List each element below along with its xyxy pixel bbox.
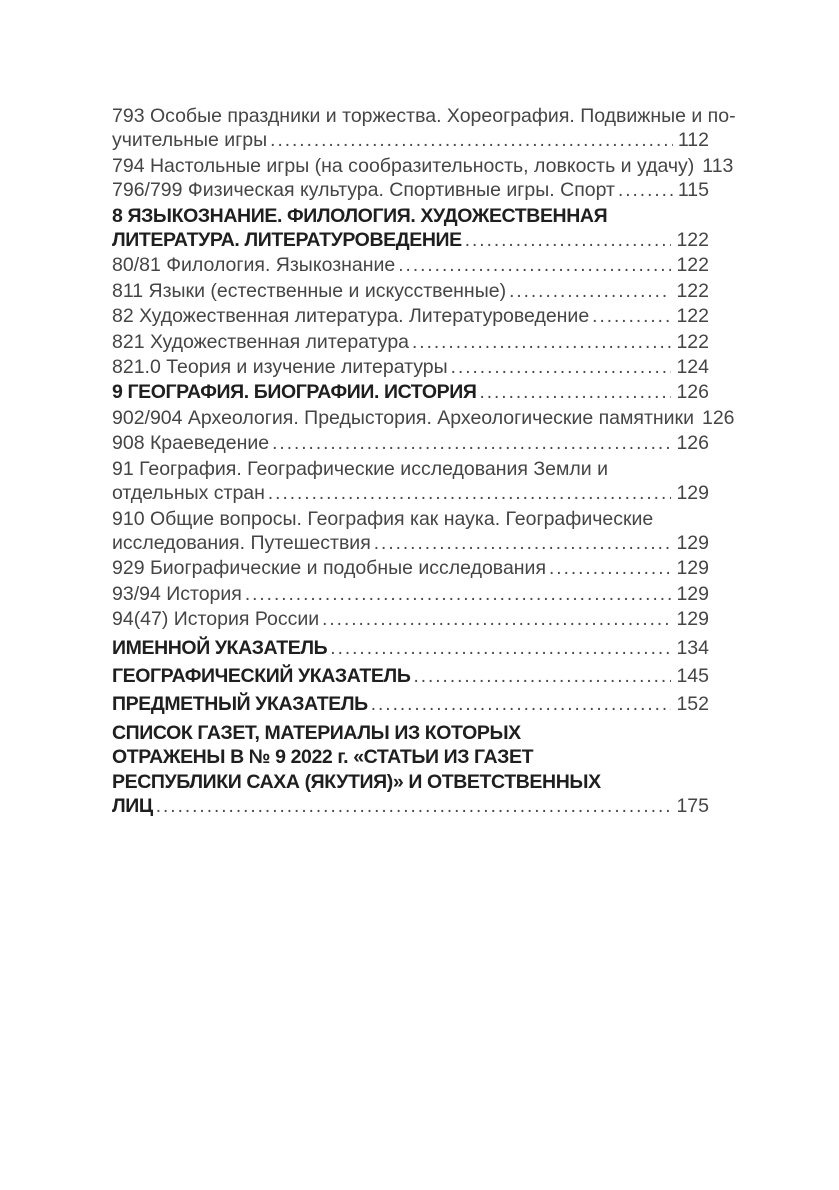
toc-leader-dots bbox=[156, 794, 672, 819]
toc-row bbox=[112, 664, 709, 689]
toc-page-number: 126 bbox=[676, 432, 709, 455]
toc-row bbox=[112, 178, 709, 203]
toc-page-number: 152 bbox=[676, 693, 709, 716]
toc-leader-dots bbox=[268, 481, 672, 506]
toc-page-number: 175 bbox=[676, 794, 709, 817]
toc-entry-text: ИМЕННОЙ УКАЗАТЕЛЬ bbox=[112, 636, 328, 659]
toc-row bbox=[112, 204, 709, 228]
toc-leader-dots bbox=[592, 304, 671, 329]
toc-row bbox=[112, 253, 709, 278]
toc-leader-dots bbox=[398, 253, 671, 278]
toc-leader-dots bbox=[509, 279, 671, 304]
toc-page-number: 134 bbox=[676, 636, 709, 659]
toc-row bbox=[112, 607, 709, 632]
toc-row bbox=[112, 228, 709, 253]
toc-row bbox=[112, 154, 734, 178]
toc-row bbox=[112, 128, 709, 153]
toc-page-number: 112 bbox=[677, 129, 709, 152]
toc-page-number: 122 bbox=[676, 254, 709, 277]
toc-entry-text: ОТРАЖЕНЫ В № 9 2022 г. «СТАТЬИ ИЗ ГАЗЕТ bbox=[112, 746, 534, 769]
toc-leader-dots bbox=[451, 355, 672, 380]
toc-page-number: 115 bbox=[677, 179, 709, 202]
toc-row bbox=[112, 556, 709, 581]
toc-entry-text: 91 География. Географические исследования Земли и bbox=[112, 457, 608, 480]
toc-entry-text: 82 Художественная литература. Литературоведение bbox=[112, 305, 590, 328]
toc-leader-dots bbox=[330, 636, 671, 661]
toc-row bbox=[112, 770, 709, 794]
toc-leader-dots bbox=[245, 582, 672, 607]
toc-entry-text: 908 Краеведение bbox=[112, 432, 270, 455]
toc-entry-text: 8 ЯЗЫКОЗНАНИЕ. ФИЛОЛОГИЯ. ХУДОЖЕСТВЕННАЯ bbox=[112, 204, 608, 227]
toc-leader-dots bbox=[322, 607, 671, 632]
toc-row bbox=[112, 457, 709, 481]
toc-entry-text: 80/81 Филология. Языкознание bbox=[112, 254, 396, 277]
toc-row bbox=[112, 531, 709, 556]
toc-entry-text: 793 Особые праздники и торжества. Хореография. Подвижные и по- bbox=[112, 105, 736, 127]
toc-page-number: 122 bbox=[676, 229, 709, 252]
toc-row bbox=[112, 406, 735, 431]
toc-row bbox=[112, 431, 709, 456]
toc-leader-dots bbox=[618, 178, 673, 203]
toc-entry-text: ГЕОГРАФИЧЕСКИЙ УКАЗАТЕЛЬ bbox=[112, 664, 411, 687]
toc-leader-dots bbox=[549, 556, 671, 581]
toc-page-number: 145 bbox=[676, 664, 709, 687]
toc-leader-dots bbox=[272, 431, 671, 456]
toc-entry-text: ЛИТЕРАТУРА. ЛИТЕРАТУРОВЕДЕНИЕ bbox=[112, 229, 462, 252]
toc-entry-text: ЛИЦ bbox=[112, 794, 153, 817]
toc-row bbox=[112, 104, 736, 128]
toc-leader-dots bbox=[465, 228, 672, 253]
toc-entry-text: 9 ГЕОГРАФИЯ. БИОГРАФИИ. ИСТОРИЯ bbox=[112, 381, 477, 404]
toc-leader-dots bbox=[413, 664, 671, 689]
toc-entry-text: РЕСПУБЛИКИ САХА (ЯКУТИЯ)» И ОТВЕТСТВЕННЫХ bbox=[112, 770, 601, 793]
toc-page-number: 129 bbox=[676, 531, 709, 554]
toc-page-number: 129 bbox=[676, 582, 709, 605]
toc-entry-text: 794 Настольные игры (на сообразительность, ловкость и удачу) bbox=[112, 154, 695, 177]
toc-leader-dots bbox=[371, 692, 672, 717]
toc-page-number: 122 bbox=[676, 279, 709, 302]
toc-row bbox=[112, 692, 709, 717]
toc-page-number: 129 bbox=[676, 482, 709, 505]
toc-entry-text: 821.0 Теория и изучение литературы bbox=[112, 356, 448, 379]
toc-page-number: 129 bbox=[676, 608, 709, 631]
toc-row bbox=[112, 304, 709, 329]
toc-page-number: 122 bbox=[676, 330, 709, 353]
toc-entry-text: 902/904 Археология. Предыстория. Археологические памятники bbox=[112, 406, 694, 429]
toc-leader-dots bbox=[374, 531, 672, 556]
toc-row bbox=[112, 380, 709, 405]
toc-page-number: 124 bbox=[676, 356, 709, 379]
toc-entry-text: 910 Общие вопросы. География как наука. Географические bbox=[112, 507, 654, 530]
toc-entry-text: СПИСОК ГАЗЕТ, МАТЕРИАЛЫ ИЗ КОТОРЫХ bbox=[112, 721, 521, 744]
toc-entry-text: 929 Биографические и подобные исследования bbox=[112, 557, 547, 580]
toc-entry-text: 821 Художественная литература bbox=[112, 330, 410, 353]
toc-row bbox=[112, 636, 709, 661]
toc-page-number: 126 bbox=[701, 406, 735, 429]
toc-entry-text: 811 Языки (естественные и искусственные) bbox=[112, 279, 507, 302]
toc-page-number: 122 bbox=[676, 305, 709, 328]
toc-row bbox=[112, 794, 709, 819]
toc-row bbox=[112, 481, 709, 506]
toc-leader-dots bbox=[412, 330, 671, 355]
toc-page-number: 113 bbox=[702, 154, 734, 177]
toc-row bbox=[112, 721, 709, 745]
toc-list bbox=[112, 104, 736, 819]
toc-row bbox=[112, 355, 709, 380]
toc-row bbox=[112, 279, 709, 304]
toc-leader-dots bbox=[479, 380, 671, 405]
toc-entry-text: 94(47) История России bbox=[112, 608, 320, 631]
toc-entry-text: отдельных стран bbox=[112, 482, 265, 505]
toc-entry-text: 93/94 История bbox=[112, 582, 242, 605]
toc-leader-dots bbox=[270, 128, 673, 153]
toc-row bbox=[112, 745, 709, 769]
toc-page-number: 126 bbox=[676, 381, 709, 404]
toc-row bbox=[112, 330, 709, 355]
toc-entry-text: учительные игры bbox=[112, 129, 268, 152]
toc-page-number: 129 bbox=[676, 557, 709, 580]
toc-entry-text: 796/799 Физическая культура. Спортивные игры. Спорт bbox=[112, 179, 615, 202]
toc-entry-text: исследования. Путешествия bbox=[112, 531, 371, 554]
toc-entry-text: ПРЕДМЕТНЫЙ УКАЗАТЕЛЬ bbox=[112, 693, 368, 716]
toc-row bbox=[112, 507, 709, 531]
toc-row bbox=[112, 582, 709, 607]
